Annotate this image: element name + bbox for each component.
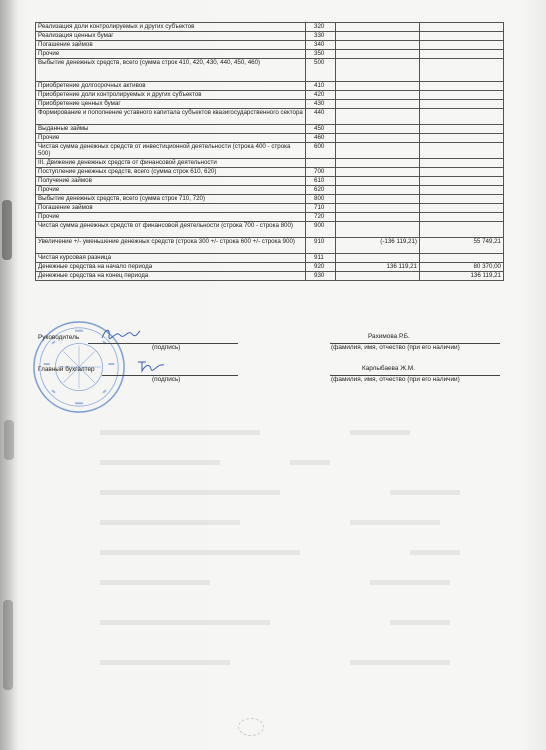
row-code: 610 <box>306 177 336 186</box>
row-previous-period <box>420 41 504 50</box>
table-row <box>36 125 504 134</box>
table-row <box>36 82 504 91</box>
row-previous-period <box>420 82 504 91</box>
row-current-period <box>336 168 420 177</box>
row-current-period <box>336 50 420 59</box>
row-current-period <box>336 125 420 134</box>
head-handwritten-signature <box>100 326 142 342</box>
row-code: 410 <box>306 82 336 91</box>
row-current-period <box>336 177 420 186</box>
table-row <box>36 50 504 59</box>
row-previous-period: 55 749,21 <box>420 238 504 254</box>
row-name: Чистая курсовая разница <box>36 254 306 263</box>
row-current-period <box>336 195 420 204</box>
row-previous-period <box>420 143 504 159</box>
row-name: Чистая сумма денежных средств от инвестиционной деятельности (строка 400 - строка 500) <box>36 143 306 159</box>
table-row <box>36 238 504 254</box>
row-previous-period <box>420 134 504 143</box>
row-previous-period <box>420 50 504 59</box>
row-name: III. Движение денежных средств от финансовой деятельности <box>36 159 306 168</box>
table-row <box>36 263 504 272</box>
row-current-period <box>336 100 420 109</box>
row-code: 920 <box>306 263 336 272</box>
row-previous-period <box>420 204 504 213</box>
row-current-period <box>336 32 420 41</box>
table-row <box>36 222 504 238</box>
row-current-period: 136 119,21 <box>336 263 420 272</box>
table-row <box>36 204 504 213</box>
table-row <box>36 100 504 109</box>
row-current-period <box>336 222 420 238</box>
table-row <box>36 59 504 82</box>
table-row <box>36 32 504 41</box>
row-name: Погашение займов <box>36 41 306 50</box>
row-previous-period <box>420 213 504 222</box>
accountant-label: Главный бухгалтер <box>38 366 95 373</box>
row-name: Реализация ценных бумаг <box>36 32 306 41</box>
row-name: Приобретение долгосрочных активов <box>36 82 306 91</box>
table-row <box>36 177 504 186</box>
row-code: 340 <box>306 41 336 50</box>
row-code: 930 <box>306 272 336 281</box>
row-code: 430 <box>306 100 336 109</box>
row-previous-period <box>420 59 504 82</box>
table-row <box>36 23 504 32</box>
row-previous-period <box>420 109 504 125</box>
row-current-period <box>336 59 420 82</box>
row-name: Денежные средства на начало периода <box>36 263 306 272</box>
row-code: 911 <box>306 254 336 263</box>
table-row <box>36 168 504 177</box>
scan-mark <box>238 718 264 736</box>
scan-stain <box>3 600 13 690</box>
head-name-caption: (фамилия, имя, отчество (при его наличии) <box>331 344 460 351</box>
row-code: 420 <box>306 91 336 100</box>
row-previous-period <box>420 222 504 238</box>
row-name: Выбытие денежных средств, всего (сумма строк 710, 720) <box>36 195 306 204</box>
row-code: 500 <box>306 59 336 82</box>
row-current-period <box>336 23 420 32</box>
row-code: 440 <box>306 109 336 125</box>
row-current-period <box>336 134 420 143</box>
row-previous-period <box>420 91 504 100</box>
row-current-period <box>336 213 420 222</box>
row-code: 320 <box>306 23 336 32</box>
row-code: 350 <box>306 50 336 59</box>
row-code: 910 <box>306 238 336 254</box>
row-name: Приобретение ценных бумаг <box>36 100 306 109</box>
scan-stain <box>2 200 12 260</box>
row-code: 330 <box>306 32 336 41</box>
head-name: Рахимова Р.Б. <box>368 333 410 340</box>
row-previous-period <box>420 186 504 195</box>
row-code: 600 <box>306 143 336 159</box>
accountant-signature-caption: (подпись) <box>152 376 181 383</box>
row-code: 450 <box>306 125 336 134</box>
row-name: Выбытие денежных средств, всего (сумма строк 410, 420, 430, 440, 450, 460) <box>36 59 306 82</box>
table-row <box>36 109 504 125</box>
row-current-period <box>336 272 420 281</box>
row-previous-period <box>420 195 504 204</box>
row-current-period <box>336 91 420 100</box>
row-code <box>306 159 336 168</box>
row-code: 620 <box>306 186 336 195</box>
accountant-name-caption: (фамилия, имя, отчество (при его наличии) <box>331 376 460 383</box>
table-row <box>36 195 504 204</box>
bleed-through-texture <box>90 420 510 700</box>
row-current-period <box>336 254 420 263</box>
row-previous-period <box>420 23 504 32</box>
row-current-period <box>336 186 420 195</box>
row-previous-period <box>420 100 504 109</box>
table-row <box>36 134 504 143</box>
cash-flow-table-body <box>36 23 504 281</box>
row-name: Поступление денежных средств, всего (сумма строк 610, 620) <box>36 168 306 177</box>
row-previous-period <box>420 32 504 41</box>
cash-flow-table <box>35 22 504 281</box>
accountant-name: Карлыбаева Ж.М. <box>362 365 415 372</box>
table-row <box>36 254 504 263</box>
row-previous-period <box>420 177 504 186</box>
row-name: Увеличение +/- уменьшение денежных средств (строка 300 +/- строка 600 +/- строка 900) <box>36 238 306 254</box>
row-name: Приобретение доли контролируемых и других субъектов <box>36 91 306 100</box>
row-name: Погашение займов <box>36 204 306 213</box>
row-current-period: (-136 119,21) <box>336 238 420 254</box>
row-current-period <box>336 204 420 213</box>
table-row <box>36 272 504 281</box>
table-row <box>36 186 504 195</box>
head-signature-caption: (подпись) <box>152 344 181 351</box>
row-code: 900 <box>306 222 336 238</box>
table-row <box>36 213 504 222</box>
row-previous-period <box>420 254 504 263</box>
row-previous-period <box>420 168 504 177</box>
row-previous-period <box>420 159 504 168</box>
row-name: Получение займов <box>36 177 306 186</box>
row-previous-period <box>420 125 504 134</box>
row-current-period <box>336 159 420 168</box>
row-previous-period: 136 119,21 <box>420 272 504 281</box>
accountant-handwritten-signature <box>136 358 166 374</box>
table-row <box>36 41 504 50</box>
row-previous-period: 80 370,00 <box>420 263 504 272</box>
row-name: Денежные средства на конец периода <box>36 272 306 281</box>
table-row <box>36 159 504 168</box>
row-name: Реализация доли контролируемых и других субъектов <box>36 23 306 32</box>
row-name: Прочие <box>36 213 306 222</box>
table-row <box>36 143 504 159</box>
row-current-period <box>336 109 420 125</box>
row-name: Выданные займы <box>36 125 306 134</box>
head-label: Руководитель <box>38 334 80 341</box>
row-code: 460 <box>306 134 336 143</box>
row-name: Прочие <box>36 50 306 59</box>
row-name: Прочие <box>36 134 306 143</box>
row-code: 800 <box>306 195 336 204</box>
row-name: Прочие <box>36 186 306 195</box>
row-name: Чистая сумма денежных средств от финансовой деятельности (строка 700 - строка 800) <box>36 222 306 238</box>
row-current-period <box>336 143 420 159</box>
table-row <box>36 91 504 100</box>
row-code: 710 <box>306 204 336 213</box>
row-code: 700 <box>306 168 336 177</box>
row-code: 720 <box>306 213 336 222</box>
scan-stain <box>4 420 14 460</box>
row-current-period <box>336 41 420 50</box>
row-current-period <box>336 82 420 91</box>
row-name: Формирование и пополнение уставного капитала субъектов квазигосударственного сектора <box>36 109 306 125</box>
